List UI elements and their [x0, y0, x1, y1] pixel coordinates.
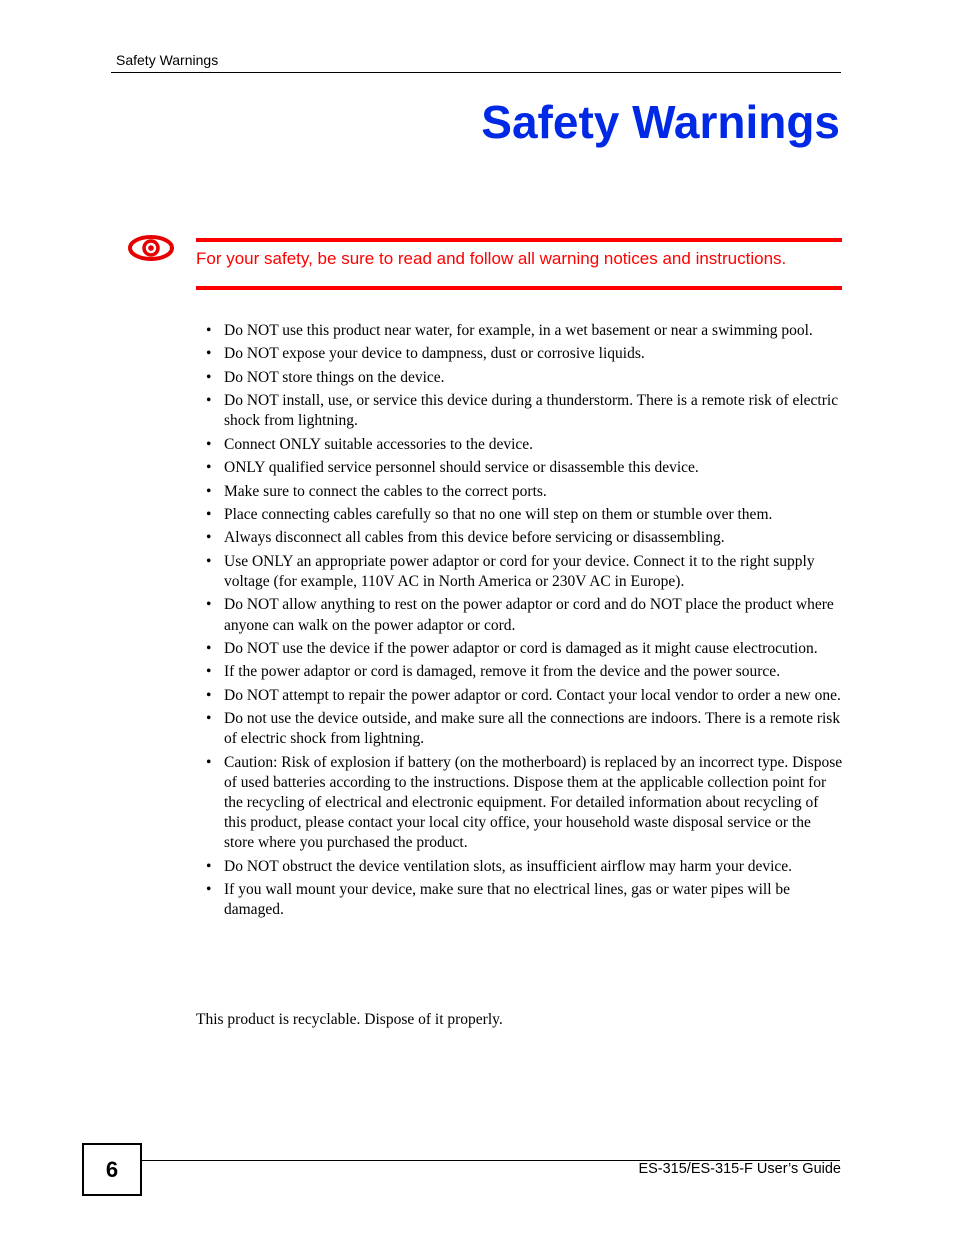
list-item: • If the power adaptor or cord is damaged, remove it from the device and the power source. [204, 662, 844, 682]
list-item: • Do not use the device outside, and make sure all the connections are indoors. There is a remote risk of electric shock from lightning. [204, 709, 844, 749]
list-item: • If you wall mount your device, make sure that no electrical lines, gas or water pipes will be damaged. [204, 880, 844, 920]
guide-title: ES-315/ES-315-F User’s Guide [638, 1161, 841, 1177]
list-item: • Place connecting cables carefully so that no one will step on them or stumble over them. [204, 505, 844, 525]
running-header: Safety Warnings [116, 52, 219, 68]
list-item: • Use ONLY an appropriate power adaptor or cord for your device. Connect it to the right supply voltage (for example, 110V AC in North America or 230V AC in Europe). [204, 552, 844, 592]
list-item: • Make sure to connect the cables to the correct ports. [204, 482, 844, 502]
closing-note: This product is recyclable. Dispose of it properly. [196, 1011, 503, 1028]
page-title: Safety Warnings [481, 96, 840, 148]
eye-icon [127, 233, 175, 263]
list-item: • ONLY qualified service personnel should service or disassemble this device. [204, 458, 844, 478]
list-item: • Do NOT allow anything to rest on the power adaptor or cord and do NOT place the product where anyone can walk on the power adaptor or cord. [204, 595, 844, 635]
list-item: • Do NOT store things on the device. [204, 368, 844, 388]
list-item: • Caution: Risk of explosion if battery (on the motherboard) is replaced by an incorrect type. Dispose of used batteries according to the instructions. Dispose them at the applicable collection point for the recycling of electrical and electronic equipment. For detailed information about recycling of this product, please contact your local city office, your household waste disposal service or the store where you purchased the product. [204, 753, 844, 854]
list-item: • Connect ONLY suitable accessories to the device. [204, 435, 844, 455]
header-rule [111, 72, 841, 73]
warning-text: For your safety, be sure to read and follow all warning notices and instructions. [196, 249, 787, 268]
warning-rule-bottom [196, 286, 842, 290]
list-item: • Do NOT expose your device to dampness, dust or corrosive liquids. [204, 344, 844, 364]
list-item: • Always disconnect all cables from this device before servicing or disassembling. [204, 528, 844, 548]
list-item: • Do NOT use this product near water, for example, in a wet basement or near a swimming pool. [204, 321, 844, 341]
list-item: • Do NOT obstruct the device ventilation slots, as insufficient airflow may harm your device. [204, 857, 844, 877]
page-number: 6 [82, 1143, 142, 1196]
list-item: • Do NOT install, use, or service this device during a thunderstorm. There is a remote risk of electric shock from lightning. [204, 391, 844, 431]
list-item: • Do NOT use the device if the power adaptor or cord is damaged as it might cause electrocution. [204, 639, 844, 659]
warning-rule-top [196, 238, 842, 242]
safety-list [204, 321, 844, 924]
list-item: • Do NOT attempt to repair the power adaptor or cord. Contact your local vendor to order a new one. [204, 686, 844, 706]
